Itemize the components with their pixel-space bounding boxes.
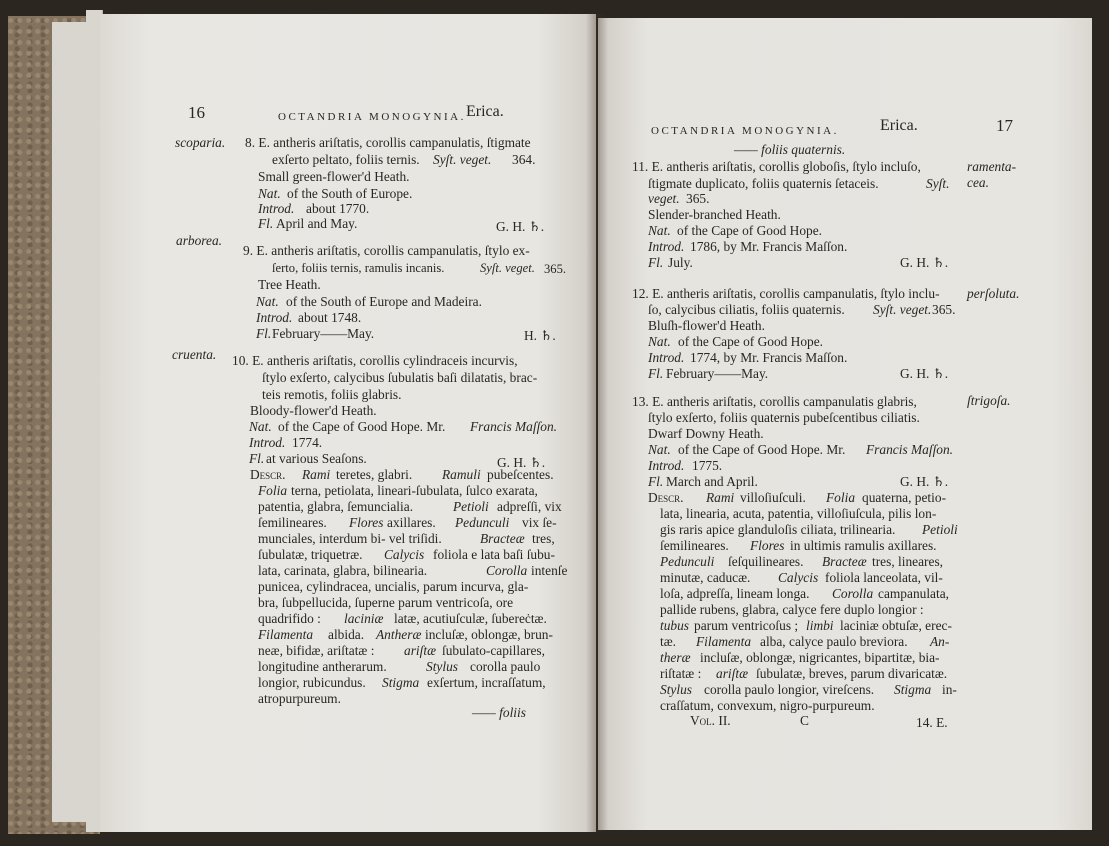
running-header: OCTANDRIA MONOGYNIA. [278, 111, 466, 123]
text-line: Rami [302, 467, 331, 482]
text-line: Stylus [660, 682, 692, 697]
text-line: craſſatum, convexum, nigro-purpureum. [660, 698, 875, 713]
text-line: G. H. ♄. [900, 474, 949, 489]
text-line: lata, carinata, glabra, bilinearia. [258, 563, 428, 578]
text-line: Corolla [832, 586, 874, 601]
text-line: campanulata, [878, 586, 950, 601]
text-line: Francis Maſſon. [866, 442, 954, 457]
text-line: Introd. [256, 310, 293, 325]
text-line: 1774. [292, 435, 323, 450]
text-line: Fl. [648, 255, 664, 270]
text-line: minutæ, caducæ. [660, 570, 751, 585]
book-gutter [586, 14, 608, 832]
text-line: corolla paulo [470, 659, 541, 674]
text-line: Flores [349, 515, 384, 530]
text-line: in ultimis ramulis axillares. [790, 538, 937, 553]
text-line: Fl. [256, 326, 272, 341]
text-line: Nat. [648, 223, 671, 238]
text-line: of the Cape of Good Hope. [678, 334, 824, 349]
text-line: 12. E. antheris ariſtatis, corollis campanulatis, ſtylo inclu- [632, 286, 940, 301]
page-number: 16 [188, 103, 205, 122]
text-line: Introd. [648, 458, 685, 473]
text-line: of the Cape of Good Hope. Mr. [278, 419, 446, 434]
text-line: Fl. [648, 366, 664, 381]
text-line: February——May. [666, 366, 769, 381]
text-line: riſtatæ : [660, 666, 702, 681]
text-line: about 1770. [306, 201, 370, 216]
text-line: Syſt. veget. [433, 152, 492, 167]
text-line: Syſt. [926, 176, 950, 191]
text-line: Nat. [648, 442, 671, 457]
text-line: incluſæ, oblongæ, nigricantes, bipartitæ, bia- [700, 650, 940, 665]
text-line: patentia, glabra, ſemuncialia. [258, 499, 414, 514]
text-line: in- [942, 682, 957, 697]
text-line: Bloody-flower'd Heath. [250, 403, 377, 418]
text-line: pallide rubens, glabra, calyce fere duplo longior : [660, 602, 924, 617]
text-line: Tree Heath. [258, 277, 321, 292]
text-line: bra, ſubpellucida, ſuperne parum ventricoſa, ore [258, 595, 514, 610]
text-line: veget. [648, 191, 680, 206]
signature-mark: C [800, 713, 809, 728]
text-line: ſubulatæ, triquetræ. [258, 547, 363, 562]
text-line: Dwarf Downy Heath. [648, 426, 764, 441]
text-line: albida. [328, 627, 365, 642]
text-line: Nat. [648, 334, 671, 349]
text-line: alba, calyce paulo breviora. [760, 634, 908, 649]
running-header: OCTANDRIA MONOGYNIA. [651, 125, 839, 137]
text-line: 1775. [692, 458, 723, 473]
text-line: Bracteæ [822, 554, 867, 569]
text-line: gis raris apice glanduloſis ciliata, trilinearia. [660, 522, 896, 537]
text-line: Rami [706, 490, 735, 505]
text-line: ſemilineares. [258, 515, 327, 530]
catchword: —— foliis [472, 705, 526, 720]
text-line: March and April. [666, 474, 758, 489]
text-line: incluſæ, oblongæ, brun- [425, 627, 553, 642]
text-line: 1786, by Mr. Francis Maſſon. [690, 239, 848, 254]
text-line: 365. [932, 302, 956, 317]
text-line: Introd. [648, 239, 685, 254]
margin-species-name: scoparia. [175, 135, 226, 150]
volume-signature: Vol. II. [690, 713, 731, 728]
text-line: foliola e lata baſi ſubu- [433, 547, 555, 562]
text-line: ſtylo exſerto, calycibus ſubulatis baſi dilatatis, brac- [262, 370, 538, 385]
text-line: Ramuli [442, 467, 481, 482]
text-line: An- [930, 634, 950, 649]
text-line: Fl. [648, 474, 664, 489]
text-line: tres, [532, 531, 555, 546]
text-line: laciniæ obtuſæ, erec- [840, 618, 952, 633]
text-line: Stylus [426, 659, 458, 674]
text-line: villoſiuſculi. [740, 490, 806, 505]
text-line: neæ, bifidæ, ariſtatæ : [258, 643, 375, 658]
text-line: about 1748. [298, 310, 362, 325]
text-line: punicea, cylindracea, uncialis, parum incurva, gla- [258, 579, 529, 594]
text-line: 365. [686, 191, 710, 206]
text-line: Petioli [453, 499, 489, 514]
text-line: Bracteæ [480, 531, 525, 546]
text-line: Descr. [648, 490, 684, 505]
text-line: lata, linearia, acuta, patentia, villoſiuſcula, pilis lon- [660, 506, 937, 521]
text-line: Folia [258, 483, 288, 498]
text-line: ſemilineares. [660, 538, 729, 553]
text-line: of the Cape of Good Hope. Mr. [678, 442, 846, 457]
text-line: Introd. [258, 201, 295, 216]
text-line: foliola lanceolata, vil- [825, 570, 943, 585]
text-line: ſeſquilineares. [728, 554, 804, 569]
text-line: Syſt. veget. [480, 261, 535, 275]
text-line: Small green-flower'd Heath. [258, 169, 410, 184]
margin-species-name: arborea. [176, 233, 222, 248]
text-line: ariſtæ [716, 666, 748, 681]
text-line: —— foliis quaternis. [734, 142, 846, 157]
text-line: ſubulato-capillares, [442, 643, 545, 658]
text-line: ſerto, foliis ternis, ramulis incanis. [272, 261, 445, 275]
text-line: Fl. [249, 451, 265, 466]
text-line: Fl. [258, 216, 274, 231]
text-line: July. [668, 255, 693, 270]
text-line: 10. E. antheris ariſtatis, corollis cylindraceis incurvis, [232, 353, 518, 368]
text-line: 13. E. antheris ariſtatis, corollis campanulatis glabris, [632, 394, 917, 409]
text-line: Syſt. veget. [873, 302, 932, 317]
text-line: latæ, acutiuſculæ, ſubereċtæ. [394, 611, 547, 626]
text-line: tubus [660, 618, 690, 633]
text-line: G. H. ♄. [496, 219, 545, 234]
text-line: of the Cape of Good Hope. [677, 223, 823, 238]
text-line: April and May. [276, 216, 358, 231]
text-line: pubeſcentes. [487, 467, 554, 482]
text-line: Nat. [256, 294, 279, 309]
text-line: ſubulatæ, breves, parum divaricatæ. [756, 666, 948, 681]
text-line: Petioli [922, 522, 958, 537]
text-line: longitudine antherarum. [258, 659, 387, 674]
text-line: 9. E. antheris ariſtatis, corollis campanulatis, ſtylo ex- [243, 243, 530, 258]
text-line: Introd. [249, 435, 286, 450]
text-line: exſertum, incraſſatum, [427, 675, 546, 690]
text-line: February——May. [272, 326, 375, 341]
text-line: Calycis [778, 570, 819, 585]
margin-species-name: ramenta- [967, 159, 1017, 174]
text-line: 11. E. antheris ariſtatis, corollis globoſis, ſtylo incluſo, [632, 159, 921, 174]
text-line: Pedunculi [455, 515, 510, 530]
text-line: 1774, by Mr. Francis Maſſon. [690, 350, 848, 365]
text-line: Descr. [250, 467, 286, 482]
text-line: Stigma [894, 682, 932, 697]
catchword: 14. E. [916, 715, 948, 730]
text-line: laciniæ [344, 611, 384, 626]
text-line: Calycis [384, 547, 425, 562]
text-line: vix ſe- [522, 515, 557, 530]
text-line: parum ventricoſus ; [694, 618, 799, 633]
text-line: teretes, glabri. [336, 467, 413, 482]
text-line: Slender-branched Heath. [648, 207, 781, 222]
text-line: tæ. [660, 634, 676, 649]
text-line: Stigma [382, 675, 420, 690]
text-line: ariſtæ [404, 643, 436, 658]
text-line: G. H. ♄. [900, 366, 949, 381]
text-line: Antheræ [376, 627, 422, 642]
text-line: Corolla [486, 563, 528, 578]
text-line: corolla paulo longior, vireſcens. [704, 682, 875, 697]
text-line: H. ♄. [524, 328, 556, 343]
text-line: Introd. [648, 350, 685, 365]
text-line: Filamenta [696, 634, 752, 649]
text-line: limbi [806, 618, 834, 633]
text-line: exſerto peltato, foliis ternis. [272, 152, 420, 167]
text-line: G. H. ♄. [497, 455, 546, 470]
text-line: ſtylo exſerto, foliis quaternis pubeſcentibus ciliatis. [648, 410, 920, 425]
text-line: Bluſh-flower'd Heath. [648, 318, 765, 333]
text-line: quadrifido : [258, 611, 321, 626]
margin-species-name: perſoluta. [967, 286, 1020, 301]
text-line: ſo, calycibus ciliatis, foliis quaternis. [648, 302, 845, 317]
text-line: loſa, adpreſſa, lineam longa. [660, 586, 810, 601]
text-line: Flores [750, 538, 785, 553]
text-line: 364. [512, 152, 536, 167]
text-line: theræ [660, 650, 691, 665]
text-line: 365. [544, 262, 567, 276]
text-line: longior, rubicundus. [258, 675, 366, 690]
text-line: ſtigmate duplicato, foliis quaternis ſetaceis. [648, 176, 879, 191]
text-line: intenſe [531, 563, 568, 578]
text-line: quaterna, petio- [862, 490, 947, 505]
text-line: Pedunculi [660, 554, 715, 569]
text-line: atropurpureum. [258, 691, 341, 706]
text-line: of the South of Europe. [287, 186, 413, 201]
text-line: teis remotis, foliis glabris. [262, 387, 402, 402]
text-line: tres, lineares, [872, 554, 944, 569]
text-line: Folia [826, 490, 856, 505]
text-line: Francis Maſſon. [470, 419, 558, 434]
text-line: of the South of Europe and Madeira. [286, 294, 482, 309]
text-line: munciales, interdum bi- vel triſidi. [258, 531, 442, 546]
text-line: axillares. [387, 515, 436, 530]
running-header-genus: Erica. [880, 117, 918, 134]
text-line: adpreſſi, vix [497, 499, 562, 514]
margin-species-name: cruenta. [172, 347, 217, 362]
margin-species-name: cea. [967, 175, 989, 190]
text-line: terna, petiolata, lineari-ſubulata, ſulco exarata, [291, 483, 538, 498]
text-line: 8. E. antheris ariſtatis, corollis campanulatis, ſtigmate [245, 135, 531, 150]
running-header-genus: Erica. [466, 103, 504, 120]
margin-species-name: ſtrigoſa. [967, 393, 1011, 408]
text-line: at various Seaſons. [266, 451, 367, 466]
text-line: Filamenta [258, 627, 314, 642]
text-line: G. H. ♄. [900, 255, 949, 270]
text-line: Nat. [249, 419, 272, 434]
text-line: Nat. [258, 186, 281, 201]
page-number: 17 [996, 116, 1013, 135]
